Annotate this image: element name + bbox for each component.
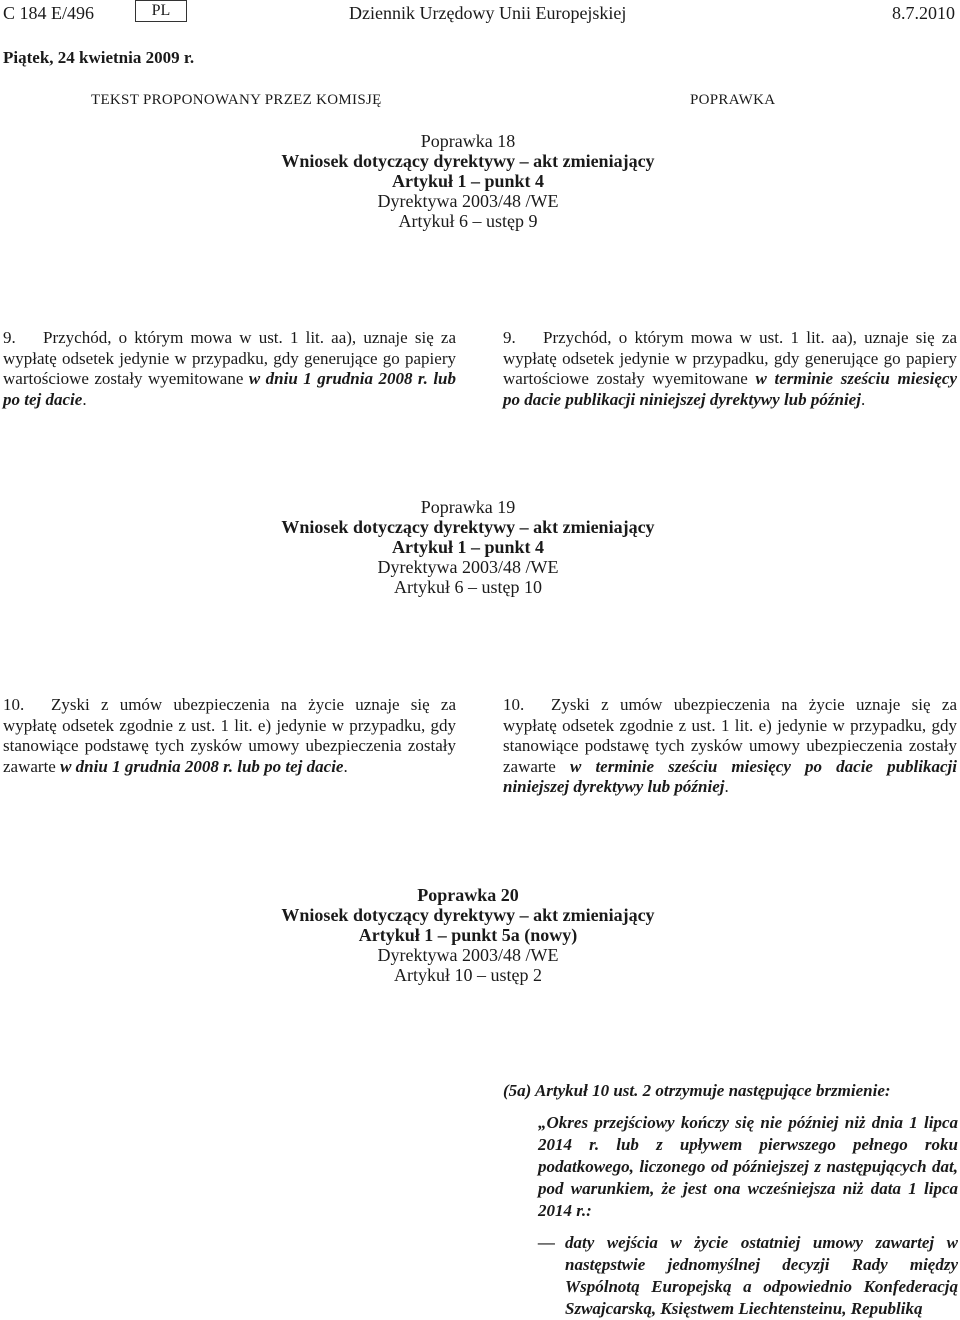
emphasized-text: w terminie sześciu miesięcy po dacie publikacji niniejszej dyrektywy lub później	[503, 756, 957, 796]
paragraph-number: 10.	[503, 695, 525, 714]
emphasized-text: w dniu 1 grudnia 2008 r. lub po tej dacie	[3, 369, 456, 409]
emphasized-text: w dniu 1 grudnia 2008 r. lub po tej dacie	[60, 756, 344, 776]
amendment-title: Poprawka 19	[420, 497, 516, 517]
amendment-heading	[0, 497, 936, 597]
amendment-article: Artykuł 1 – punkt 5a (nowy)	[358, 925, 578, 945]
paragraph-text: Przychód, o którym mowa w ust. 1 lit. aa), uznaje się za wypłatę odsetek jedynie w przypadku, gdy generujące go papiery wartościowe zostały wyemitowane	[3, 328, 456, 388]
amendment-article: Artykuł 1 – punkt 4	[391, 171, 545, 191]
issue-date: 8.7.2010	[892, 3, 955, 23]
paragraph-end: .	[343, 756, 348, 776]
paragraph-end: .	[724, 777, 729, 796]
paragraph-text: Zyski z umów ubezpieczenia na życie uznaje się za wypłatę odsetek zgodnie z ust. 1 lit. e) jedynie w przypadku, gdy stanowiące podstawę tych zysków umowy ubezpieczenia zostały zawarte	[503, 695, 957, 776]
paragraph-end: .	[860, 389, 866, 409]
amendment-provision: Artykuł 10 – ustęp 2	[394, 965, 542, 985]
amendment-provision: Artykuł 6 – ustęp 9	[398, 211, 538, 231]
paragraph-number: 10.	[3, 695, 25, 714]
commission-text	[3, 328, 456, 410]
commission-text	[3, 695, 456, 777]
journal-title: Dziennik Urzędowy Unii Europejskiej	[349, 3, 627, 23]
paragraph-text: Zyski z umów ubezpieczenia na życie uznaje się za wypłatę odsetek zgodnie z ust. 1 lit. e) jedynie w przypadku, gdy stanowiące podstawę tych zysków umowy ubezpieczenia zostały zawarte	[3, 695, 456, 776]
dash-item	[538, 1232, 958, 1320]
amendment-proposal: Wniosek dotyczący dyrektywy – akt zmieniający	[281, 151, 655, 171]
paragraph-number: 9.	[503, 328, 516, 347]
amendment-directive: Dyrektywa 2003/48 /WE	[377, 945, 559, 965]
amended-text	[503, 695, 957, 798]
dash-item-text: daty wejścia w życie ostatniej umowy zawartej w następstwie jednomyślnej decyzji Rady między Wspólnotą Europejską a odpowiednio Konfederacją Szwajcarską, Księstwem Liechtensteinu, Republiką	[565, 1233, 958, 1318]
language-badge: PL	[135, 0, 187, 22]
emphasized-text: w terminie sześciu miesięcy po dacie publikacji niniejszej dyrektywy lub później	[503, 369, 957, 409]
amendment-article: Artykuł 1 – punkt 4	[391, 537, 545, 557]
page-reference: C 184 E/496	[3, 3, 95, 23]
paragraph-number: 9.	[3, 328, 16, 347]
paragraph-end: .	[82, 389, 87, 409]
quoted-paragraph: „Okres przejściowy kończy się nie później niż dnia 1 lipca 2014 r. lub z upływem pierwszego pełnego roku podatkowego, liczonego od późniejszej z następujących dat, pod warunkiem, że jest ona wcześniejsza niż data 1 lipca 2014 r.:	[538, 1113, 958, 1220]
sitting-date: Piątek, 24 kwietnia 2009 r.	[3, 48, 195, 67]
column-heading-right: POPRAWKA	[690, 92, 776, 108]
amended-text	[503, 328, 957, 410]
column-heading-left: TEKST PROPONOWANY PRZEZ KOMISJĘ	[91, 92, 382, 108]
amendment-heading	[0, 131, 936, 231]
amendment-directive: Dyrektywa 2003/48 /WE	[377, 191, 559, 211]
new-point-intro: (5a) Artykuł 10 ust. 2 otrzymuje następujące brzmienie:	[503, 1081, 891, 1100]
amendment-proposal: Wniosek dotyczący dyrektywy – akt zmieniający	[281, 905, 655, 925]
amendment-title: Poprawka 18	[420, 131, 516, 151]
amendment-directive: Dyrektywa 2003/48 /WE	[377, 557, 559, 577]
amendment-proposal: Wniosek dotyczący dyrektywy – akt zmieniający	[281, 517, 655, 537]
amendment-heading	[0, 885, 936, 985]
paragraph-text: Przychód, o którym mowa w ust. 1 lit. aa), uznaje się za wypłatę odsetek jedynie w przypadku, gdy generujące go papiery wartościowe zostały wyemitowane	[503, 328, 957, 388]
amendment-provision: Artykuł 6 – ustęp 10	[394, 577, 542, 597]
amendment-title: Poprawka 20	[417, 885, 519, 905]
dash-bullet: —	[538, 1233, 555, 1252]
